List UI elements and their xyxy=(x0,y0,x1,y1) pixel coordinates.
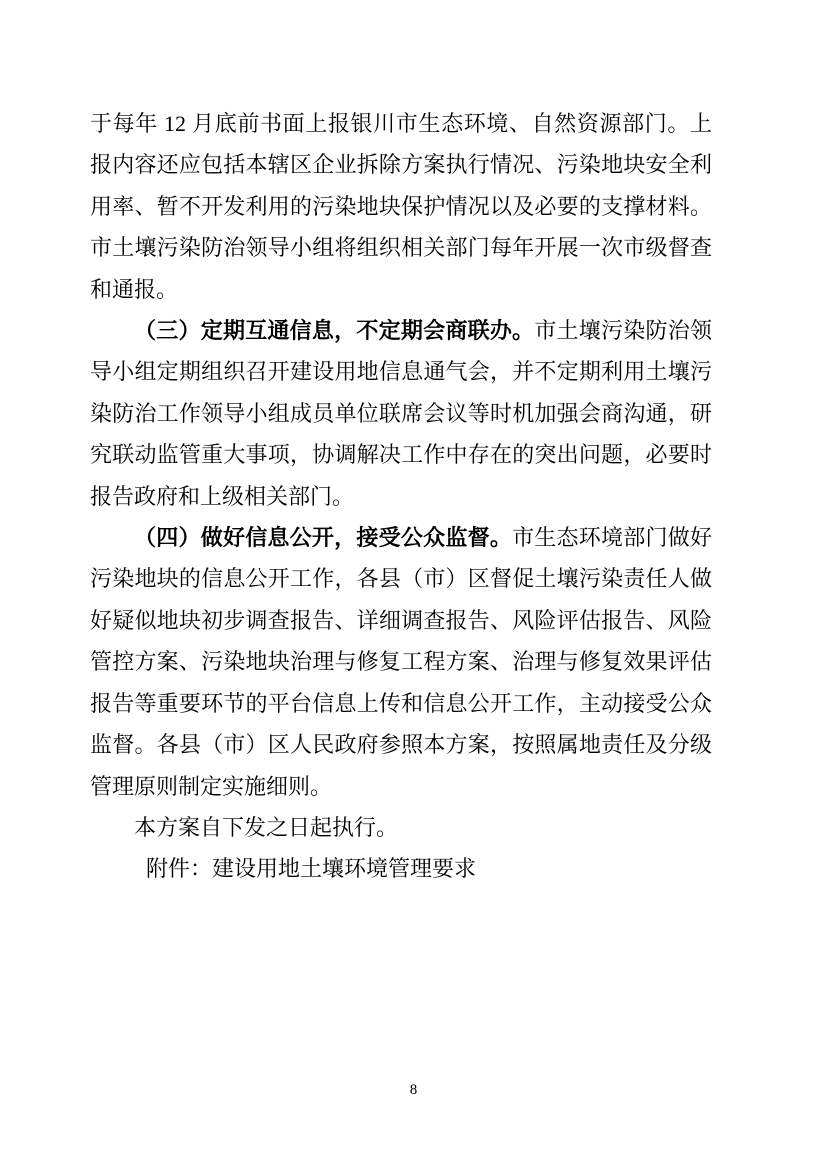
page-number: 8 xyxy=(409,1082,418,1098)
paragraph-text: 市土壤污染防治领导小组定期组织召开建设用地信息通气会，并不定期利用土壤污染防治工作领导小组成员单位联席会议等时机加强会商沟通，研究联动监管重大事项，协调解决工作中存在的突出问题，必要时报告政府和上级相关部门。 xyxy=(90,318,712,509)
document-body xyxy=(90,103,712,890)
paragraph-text: 附件：建设用地土壤环境管理要求 xyxy=(146,856,477,882)
section-3-heading: （三）定期互通信息，不定期会商联办。 xyxy=(134,318,535,344)
paragraph-section-4 xyxy=(90,517,712,807)
paragraph-effective-date xyxy=(90,807,712,848)
paragraph-section-3 xyxy=(90,310,712,517)
paragraph-text: 于每年 12 月底前书面上报银川市生态环境、自然资源部门。上报内容还应包括本辖区企业拆除方案执行情况、污染地块安全利用率、暂不开发利用的污染地块保护情况以及必要的支撑材料。市土壤污染防治领导小组将组织相关部门每年开展一次市级督查和通报。 xyxy=(90,111,712,302)
paragraph-continuation xyxy=(90,103,712,310)
paragraph-attachment xyxy=(90,848,712,889)
section-4-heading: （四）做好信息公开，接受公众监督。 xyxy=(134,525,513,551)
paragraph-text: 本方案自下发之日起执行。 xyxy=(134,814,399,840)
paragraph-text: 市生态环境部门做好污染地块的信息公开工作，各县（市）区督促土壤污染责任人做好疑似地块初步调查报告、详细调查报告、风险评估报告、风险管控方案、污染地块治理与修复工程方案、治理与修复效果评估报告等重要环节的平台信息上传和信息公开工作，主动接受公众监督。各县（市）区人民政府参照本方案，按照属地责任及分级管理原则制定实施细则。 xyxy=(90,525,712,799)
